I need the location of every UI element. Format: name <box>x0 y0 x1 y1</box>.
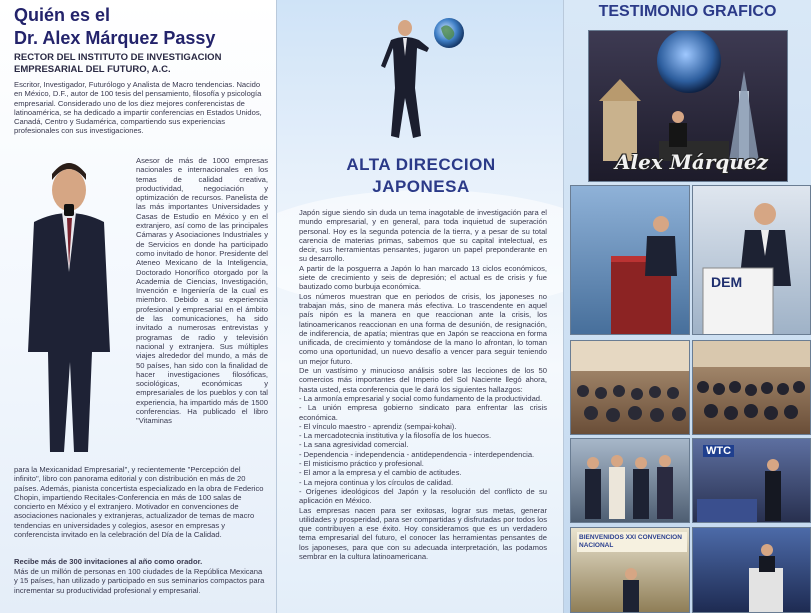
bio-tail: Más de un millón de personas en 100 ciudades de la República Mexicana y 15 países, han utilizado y participado en sus seminarios compactos para incrementar su productividad profesional y empresarial. <box>14 567 265 595</box>
section-heading-line-2: JAPONESA <box>372 177 470 196</box>
panel-japanese-management <box>276 0 564 613</box>
group-photo <box>570 438 690 523</box>
audience-photo-2 <box>692 340 811 435</box>
speaker-photo <box>14 152 124 462</box>
findings-list <box>299 394 547 506</box>
list-item: - El vínculo maestro - aprendiz (sempai-kohai). <box>299 421 457 431</box>
bio-column: Asesor de más de 1000 empresas nacionales e internacionales en los temas de calidad creativa, productividad, negociación y optimización de recursos. Panelista de las más importantes Universidades y Casas de Estudio en México y en el extranjero, así como de las principales Cámaras y Asociaciones Industriales y de Servicios en donde ha participado como invitado de honor. Presidente del Ateneo Mexicano de la Inteligencia, Doctorado Honorífico otorgado por la Academia de Ciencias, Investigación, Invención e Ingeniería de la cual es miembro. Debido a su experiencia profesional y empresarial en el ámbito de las comunicaciones, ha sido invitado a numerosas entrevistas y programas de radio y televisión nacional y extranjera. Sus múltiples viajes alrededor del mundo, a más de 50 países, han sido con la finalidad de hacer investigaciones filosóficas, sociológicas, económicas y empresariales de los pueblos y con tal experiencia, ha impartido más de 1500 conferencias. Ha publicado el libro "Vitaminas <box>136 156 268 426</box>
list-item: - El amor a la empresa y el cambio de actitudes. <box>299 468 462 478</box>
list-item: - Dependencia - independencia - antidependencia - interdependencia. <box>299 449 535 459</box>
paragraph-2: A partir de la posguerra a Japón lo han marcado 13 ciclos económicos, siete de crecimiento y seis de depresión; el actual es de crisis y fue bautizado como burbuja económica. <box>299 263 547 292</box>
japan-body <box>299 208 547 561</box>
bold-line: Recibe más de 300 invitaciones al año como orador. <box>14 557 203 566</box>
bio-bottom: para la Mexicanidad Empresarial", y recientemente "Percepción del infinito", libro con panorama editorial y con distribución en más de 20 países. Además, pianista concertista especializado en la obra de Federico Chopin, impartiendo Recitales-Conferencia en más de 100 salas de concierto en México y el extranjero. Motivador en convenciones de asociaciones nacionales y extranjeras, actualizador de temas de macro tendencias en universidades y colegios, asesor en empresas y conferencista invitado en la celebración del Día de la Calidad. <box>14 465 264 540</box>
list-item: - La armonía empresarial y social como fundamento de la productividad. <box>299 393 543 403</box>
businessman-globe-illustration <box>373 8 473 148</box>
convention-banner-photo <box>570 527 690 613</box>
subtitle: RECTOR DEL INSTITUTO DE INVESTIGACION EMPRESARIAL DEL FUTURO, A.C. <box>14 52 222 75</box>
title-line-1: Quién es el <box>14 5 111 25</box>
closing-paragraph: Las empresas nacen para ser exitosas, lograr sus metas, generar utilidades y prosperidad, para ser compartidas y disfrutadas por todos los que contribuyen a ese éxito. Hoy consideramos que es un verdadero tema empresarial del futuro, el conocer las herramientas pensantes de los japoneses, para que con su adecuada interpretación, las podamos sembrar en la cultura latinoamericana. <box>299 505 547 561</box>
paragraph-1: Japón sigue siendo sin duda un tema inagotable de investigación para el mundo empresarial, y en general, para toda inquietud de superación personal. Hoy es la segunda potencia de la tierra, y a pesar de su total carencia de materias primas, sabemos que su capital intelectual, es decir, sus herramientas pensantes, jugaron un papel preponderante en su desarrollo. <box>299 208 547 264</box>
event-sign: WTC <box>703 445 734 457</box>
list-item: - La sana agresividad comercial. <box>299 440 409 450</box>
panel-photo-testimony <box>564 0 811 613</box>
list-item: - El misticismo práctico y profesional. <box>299 459 424 469</box>
convention-banner: BIENVENIDOS XXI CONVENCION NACIONAL <box>577 532 687 552</box>
section-heading-line-1: ALTA DIRECCION <box>346 155 496 174</box>
microphone-speech-photo <box>692 185 811 335</box>
audience-photo-1 <box>570 340 690 435</box>
wtc-event-photo <box>692 438 811 523</box>
list-item: - La mejora continua y los círculos de calidad. <box>299 477 454 487</box>
panel-biography <box>0 0 276 613</box>
list-item: - La mercadotecnia institutiva y la filosofía de los huecos. <box>299 431 492 441</box>
list-item: - Orígenes ideológicos del Japón y la resolución del conflicto de su aplicación en México. <box>299 486 547 506</box>
paragraph-3: Los números muestran que en periodos de crisis, los japoneses no trabajan más, sino de manera más efectiva. Lo trascendente en aquel país nipón es la manera en que reaccionan ante la crisis, los latinoamericanos reaccionan en una forma de desunión, de resignación, de indiferencia, de apatía; mientras que en Japón se reacciona en forma unificada, de crecimiento y tomándose de la mano lo afrontan, lo toman como una oportunidad, un nuevo desafío a vencer para seguir teniendo un mejor futuro. <box>299 291 547 366</box>
title-line-2: Dr. Alex Márquez Passy <box>14 28 216 48</box>
intro-paragraph: Escritor, Investigador, Futurólogo y Analista de Macro tendencias. Nacido en México, D.F., autor de 100 tesis del pensamiento, filosofía y psicología empresarial. Considerado uno de los diez mejores conferencistas de latinoamérica, se ha dedicado a impartir conferencias en Estados Unidos, Canadá, Centro y Sudamérica, compartiendo sus experiencias profesionales con sus investigaciones. <box>14 80 262 136</box>
stage-podium-photo <box>692 527 811 613</box>
alex-marquez-logo: Alex Márquez <box>615 150 768 174</box>
photos-heading: TESTIMONIO GRAFICO <box>598 3 777 20</box>
podium-speech-photo <box>570 185 690 335</box>
paragraph-4: De un vastísimo y minucioso análisis sobre las lecciones de los 50 comercios más importantes del Imperio del Sol Naciente llegó ahora, hasta usted, esta conferencia que le dará los siguientes hallazgos: <box>299 366 547 394</box>
podium-sign: DEM <box>711 274 743 290</box>
list-item: - La unión empresa gobierno sindicato para enfrentar las crisis económica. <box>299 403 547 422</box>
